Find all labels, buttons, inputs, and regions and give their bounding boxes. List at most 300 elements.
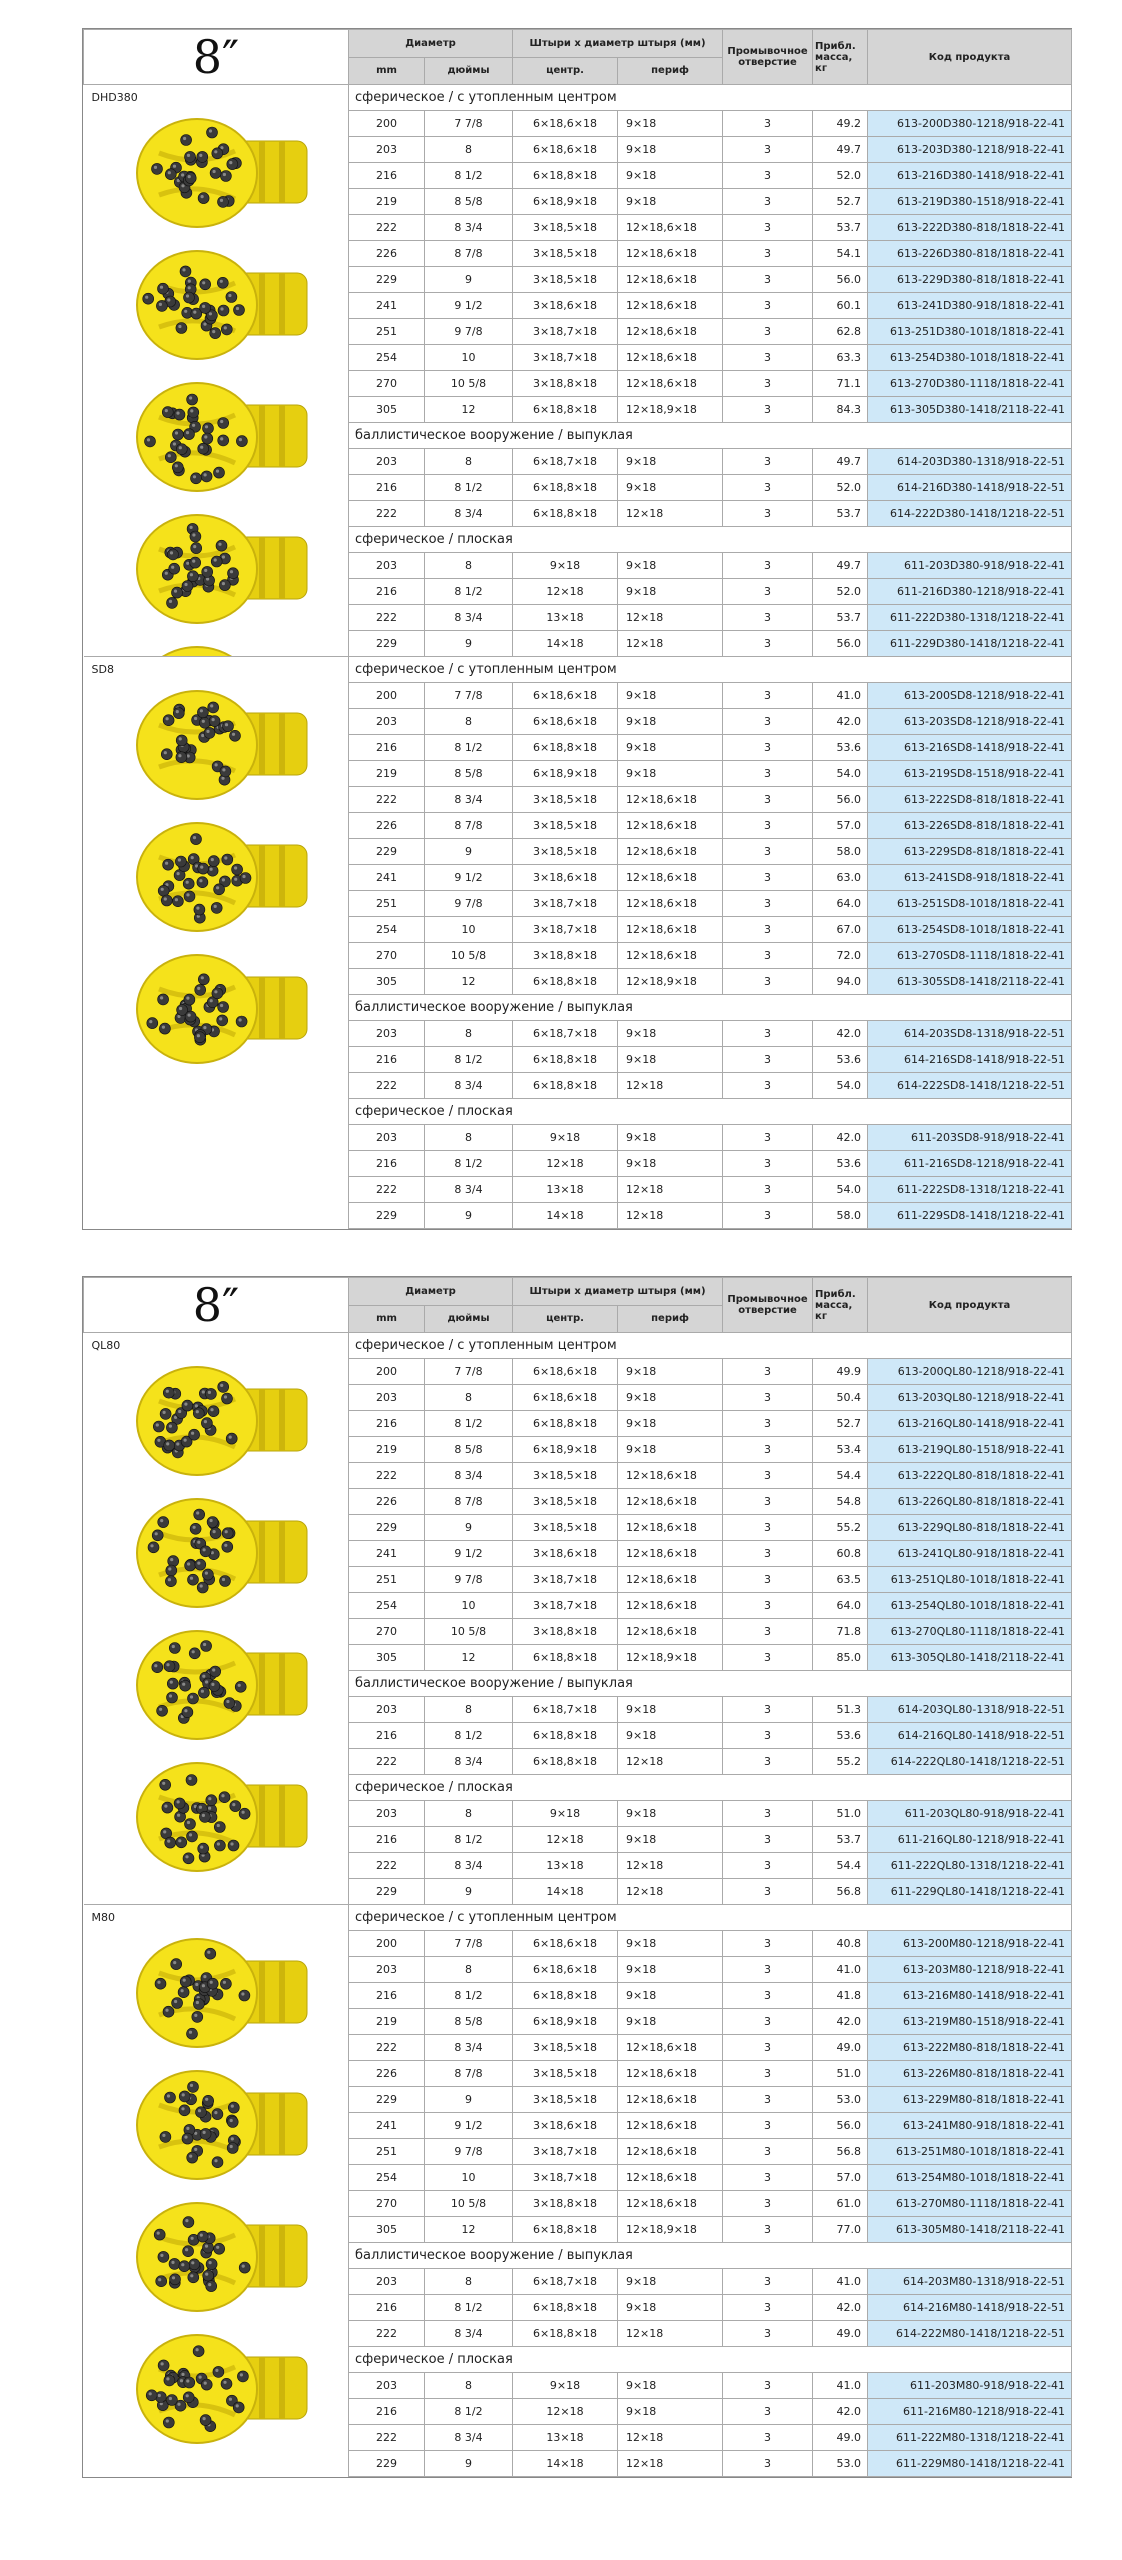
cell-inch: 8 3/4 (425, 2321, 513, 2347)
section-title: сферическое / с утопленным центром (349, 657, 1072, 683)
cell-mass: 67.0 (813, 917, 868, 943)
cell-flushing: 3 (723, 865, 813, 891)
cell-periph: 9×18 (618, 683, 723, 709)
size-title: 8″ (84, 30, 349, 85)
cell-code: 613-241SD8-918/1818-22-41 (868, 865, 1072, 891)
cell-flushing: 3 (723, 2139, 813, 2165)
cell-periph: 9×18 (618, 579, 723, 605)
cell-inch: 8 (425, 709, 513, 735)
cell-mass: 72.0 (813, 943, 868, 969)
cell-inch: 9 (425, 2087, 513, 2113)
cell-center: 9×18 (513, 553, 618, 579)
cell-periph: 12×18,6×18 (618, 1541, 723, 1567)
cell-mm: 254 (349, 2165, 425, 2191)
col-inch: дюймы (425, 1305, 513, 1333)
cell-code: 613-254SD8-1018/1818-22-41 (868, 917, 1072, 943)
cell-flushing: 3 (723, 2425, 813, 2451)
cell-center: 6×18,6×18 (513, 1957, 618, 1983)
cell-inch: 7 7/8 (425, 111, 513, 137)
cell-inch: 8 5/8 (425, 189, 513, 215)
cell-inch: 9 7/8 (425, 2139, 513, 2165)
cell-flushing: 3 (723, 449, 813, 475)
cell-periph: 12×18,6×18 (618, 917, 723, 943)
cell-inch: 8 3/4 (425, 787, 513, 813)
cell-mm: 216 (349, 163, 425, 189)
cell-center: 6×18,8×18 (513, 2321, 618, 2347)
cell-mm: 226 (349, 813, 425, 839)
cell-mass: 84.3 (813, 397, 868, 423)
cell-center: 3×18,7×18 (513, 2139, 618, 2165)
cell-center: 3×18,5×18 (513, 813, 618, 839)
cell-mm: 222 (349, 215, 425, 241)
cell-flushing: 3 (723, 371, 813, 397)
cell-mm: 229 (349, 839, 425, 865)
cell-center: 6×18,8×18 (513, 475, 618, 501)
cell-center: 9×18 (513, 1125, 618, 1151)
cell-center: 3×18,5×18 (513, 241, 618, 267)
cell-center: 3×18,8×18 (513, 2191, 618, 2217)
cell-mm: 251 (349, 2139, 425, 2165)
cell-mass: 49.2 (813, 111, 868, 137)
cell-periph: 9×18 (618, 761, 723, 787)
table-header-row (84, 30, 1072, 58)
section-title: баллистическое вооружение / выпуклая (349, 1671, 1072, 1697)
cell-mass: 52.0 (813, 163, 868, 189)
cell-inch: 9 (425, 267, 513, 293)
cell-code: 614-203SD8-1318/918-22-51 (868, 1021, 1072, 1047)
cell-periph: 9×18 (618, 1021, 723, 1047)
cell-inch: 8 (425, 2269, 513, 2295)
cell-inch: 8 (425, 1957, 513, 1983)
cell-inch: 9 7/8 (425, 319, 513, 345)
cell-center: 6×18,8×18 (513, 1749, 618, 1775)
cell-mm: 254 (349, 917, 425, 943)
cell-mm: 219 (349, 761, 425, 787)
cell-flushing: 3 (723, 1489, 813, 1515)
col-inch: дюймы (425, 57, 513, 85)
cell-code: 614-222SD8-1418/1218-22-51 (868, 1073, 1072, 1099)
cell-center: 6×18,6×18 (513, 1931, 618, 1957)
cell-mass: 49.7 (813, 137, 868, 163)
cell-mass: 42.0 (813, 709, 868, 735)
cell-center: 6×18,8×18 (513, 2217, 618, 2243)
cell-code: 613-216M80-1418/918-22-41 (868, 1983, 1072, 2009)
cell-mm: 216 (349, 2399, 425, 2425)
cell-periph: 9×18 (618, 1723, 723, 1749)
cell-mass: 56.0 (813, 787, 868, 813)
cell-flushing: 3 (723, 111, 813, 137)
cell-periph: 12×18,9×18 (618, 969, 723, 995)
cell-flushing: 3 (723, 2269, 813, 2295)
cell-code: 614-203QL80-1318/918-22-51 (868, 1697, 1072, 1723)
cell-inch: 8 7/8 (425, 241, 513, 267)
cell-flushing: 3 (723, 137, 813, 163)
cell-code: 613-226D380-818/1818-22-41 (868, 241, 1072, 267)
cell-code: 613-254M80-1018/1818-22-41 (868, 2165, 1072, 2191)
drill-bit-image (119, 949, 319, 1071)
cell-center: 3×18,8×18 (513, 371, 618, 397)
cell-flushing: 3 (723, 917, 813, 943)
cell-center: 3×18,5×18 (513, 1489, 618, 1515)
cell-code: 613-229M80-818/1818-22-41 (868, 2087, 1072, 2113)
cell-inch: 10 5/8 (425, 1619, 513, 1645)
cell-center: 6×18,9×18 (513, 761, 618, 787)
col-pins: Штыри x диаметр штыря (мм) (513, 1278, 723, 1306)
cell-inch: 9 (425, 631, 513, 657)
cell-inch: 8 3/4 (425, 2425, 513, 2451)
cell-code: 611-229SD8-1418/1218-22-41 (868, 1203, 1072, 1229)
cell-mass: 60.1 (813, 293, 868, 319)
cell-periph: 12×18 (618, 631, 723, 657)
cell-mm: 270 (349, 943, 425, 969)
cell-mass: 64.0 (813, 891, 868, 917)
section-title: сферическое / плоская (349, 527, 1072, 553)
cell-code: 613-270D380-1118/1818-22-41 (868, 371, 1072, 397)
cell-mm: 216 (349, 2295, 425, 2321)
cell-mm: 229 (349, 631, 425, 657)
cell-inch: 8 (425, 1385, 513, 1411)
cell-periph: 12×18,6×18 (618, 2165, 723, 2191)
cell-periph: 9×18 (618, 1697, 723, 1723)
cell-center: 3×18,8×18 (513, 943, 618, 969)
cell-inch: 8 1/2 (425, 1723, 513, 1749)
cell-mm: 216 (349, 579, 425, 605)
cell-flushing: 3 (723, 2087, 813, 2113)
cell-inch: 8 (425, 1801, 513, 1827)
cell-mass: 62.8 (813, 319, 868, 345)
cell-center: 6×18,6×18 (513, 1359, 618, 1385)
cell-center: 6×18,8×18 (513, 969, 618, 995)
cell-flushing: 3 (723, 1619, 813, 1645)
cell-mm: 216 (349, 1983, 425, 2009)
cell-periph: 9×18 (618, 1931, 723, 1957)
cell-periph: 12×18 (618, 2451, 723, 2477)
cell-flushing: 3 (723, 1437, 813, 1463)
spec-table (83, 29, 1072, 1229)
cell-center: 3×18,5×18 (513, 787, 618, 813)
cell-flushing: 3 (723, 2113, 813, 2139)
cell-inch: 8 1/2 (425, 1827, 513, 1853)
cell-code: 613-226M80-818/1818-22-41 (868, 2061, 1072, 2087)
cell-inch: 8 1/2 (425, 1047, 513, 1073)
cell-inch: 8 (425, 137, 513, 163)
model-cell (84, 657, 349, 1229)
cell-flushing: 3 (723, 1125, 813, 1151)
cell-code: 613-251QL80-1018/1818-22-41 (868, 1567, 1072, 1593)
cell-periph: 12×18,6×18 (618, 2061, 723, 2087)
cell-flushing: 3 (723, 1073, 813, 1099)
cell-periph: 12×18,6×18 (618, 891, 723, 917)
cell-inch: 9 1/2 (425, 1541, 513, 1567)
cell-mm: 203 (349, 1385, 425, 1411)
drill-bit-image (119, 685, 319, 807)
cell-mm: 222 (349, 1749, 425, 1775)
cell-code: 611-216SD8-1218/918-22-41 (868, 1151, 1072, 1177)
cell-mm: 216 (349, 1827, 425, 1853)
drill-bit-image (119, 641, 319, 657)
cell-code: 611-222SD8-1318/1218-22-41 (868, 1177, 1072, 1203)
cell-periph: 9×18 (618, 449, 723, 475)
cell-mm: 219 (349, 1437, 425, 1463)
col-mm: mm (349, 1305, 425, 1333)
section-row (84, 1333, 1072, 1359)
cell-flushing: 3 (723, 215, 813, 241)
cell-periph: 12×18,6×18 (618, 2087, 723, 2113)
cell-mm: 203 (349, 137, 425, 163)
cell-mm: 270 (349, 2191, 425, 2217)
col-code: Код продукта (868, 1278, 1072, 1333)
cell-center: 3×18,6×18 (513, 865, 618, 891)
cell-inch: 8 (425, 1697, 513, 1723)
model-label: SD8 (91, 663, 114, 676)
cell-periph: 12×18,6×18 (618, 1619, 723, 1645)
cell-center: 6×18,9×18 (513, 2009, 618, 2035)
section-title: баллистическое вооружение / выпуклая (349, 423, 1072, 449)
cell-flushing: 3 (723, 1541, 813, 1567)
cell-center: 3×18,7×18 (513, 1567, 618, 1593)
cell-center: 3×18,5×18 (513, 2087, 618, 2113)
cell-flushing: 3 (723, 267, 813, 293)
cell-flushing: 3 (723, 2009, 813, 2035)
cell-mass: 49.0 (813, 2425, 868, 2451)
cell-mass: 58.0 (813, 1203, 868, 1229)
cell-flushing: 3 (723, 1853, 813, 1879)
cell-periph: 9×18 (618, 1385, 723, 1411)
cell-inch: 8 1/2 (425, 735, 513, 761)
drill-bit-image (119, 817, 319, 939)
cell-mm: 216 (349, 1723, 425, 1749)
bit-images (119, 1361, 349, 1889)
cell-center: 3×18,7×18 (513, 891, 618, 917)
cell-periph: 9×18 (618, 1359, 723, 1385)
cell-mm: 254 (349, 345, 425, 371)
cell-flushing: 3 (723, 2399, 813, 2425)
cell-mass: 56.0 (813, 267, 868, 293)
cell-center: 6×18,8×18 (513, 1723, 618, 1749)
cell-code: 613-226QL80-818/1818-22-41 (868, 1489, 1072, 1515)
cell-code: 613-229QL80-818/1818-22-41 (868, 1515, 1072, 1541)
cell-code: 611-229M80-1418/1218-22-41 (868, 2451, 1072, 2477)
cell-inch: 8 5/8 (425, 1437, 513, 1463)
cell-mm: 270 (349, 1619, 425, 1645)
bit-images (119, 1933, 349, 2461)
cell-flushing: 3 (723, 1827, 813, 1853)
cell-code: 611-203SD8-918/918-22-41 (868, 1125, 1072, 1151)
cell-mass: 55.2 (813, 1749, 868, 1775)
cell-periph: 12×18,6×18 (618, 943, 723, 969)
cell-mass: 57.0 (813, 2165, 868, 2191)
cell-mm: 254 (349, 1593, 425, 1619)
cell-periph: 9×18 (618, 553, 723, 579)
cell-center: 6×18,7×18 (513, 1697, 618, 1723)
cell-center: 3×18,7×18 (513, 917, 618, 943)
cell-periph: 9×18 (618, 1047, 723, 1073)
cell-code: 611-229D380-1418/1218-22-41 (868, 631, 1072, 657)
col-mass: Прибл. масса, кг (813, 30, 868, 85)
cell-mm: 226 (349, 2061, 425, 2087)
cell-mm: 222 (349, 2321, 425, 2347)
cell-mm: 305 (349, 397, 425, 423)
cell-center: 9×18 (513, 2373, 618, 2399)
cell-mass: 54.8 (813, 1489, 868, 1515)
cell-flushing: 3 (723, 631, 813, 657)
cell-inch: 8 5/8 (425, 761, 513, 787)
cell-periph: 12×18,6×18 (618, 1463, 723, 1489)
cell-center: 6×18,6×18 (513, 683, 618, 709)
cell-flushing: 3 (723, 709, 813, 735)
cell-code: 614-216QL80-1418/918-22-51 (868, 1723, 1072, 1749)
cell-code: 613-226SD8-818/1818-22-41 (868, 813, 1072, 839)
cell-inch: 9 7/8 (425, 1567, 513, 1593)
cell-center: 6×18,8×18 (513, 2295, 618, 2321)
cell-mm: 305 (349, 969, 425, 995)
cell-mm: 203 (349, 2373, 425, 2399)
cell-inch: 8 3/4 (425, 215, 513, 241)
cell-mm: 251 (349, 1567, 425, 1593)
cell-mass: 50.4 (813, 1385, 868, 1411)
cell-inch: 9 7/8 (425, 891, 513, 917)
col-diameter: Диаметр (349, 1278, 513, 1306)
cell-periph: 12×18,6×18 (618, 839, 723, 865)
cell-center: 3×18,6×18 (513, 2113, 618, 2139)
cell-center: 3×18,7×18 (513, 345, 618, 371)
cell-flushing: 3 (723, 579, 813, 605)
model-label: M80 (91, 1911, 115, 1924)
table-header-row (84, 1278, 1072, 1306)
cell-mm: 222 (349, 501, 425, 527)
cell-mm: 203 (349, 709, 425, 735)
cell-periph: 12×18,6×18 (618, 371, 723, 397)
drill-bit-image (119, 245, 319, 367)
cell-mm: 226 (349, 1489, 425, 1515)
cell-flushing: 3 (723, 2191, 813, 2217)
col-code: Код продукта (868, 30, 1072, 85)
cell-inch: 7 7/8 (425, 683, 513, 709)
cell-center: 3×18,5×18 (513, 2061, 618, 2087)
cell-inch: 12 (425, 1645, 513, 1671)
cell-mm: 219 (349, 189, 425, 215)
cell-code: 613-254D380-1018/1818-22-41 (868, 345, 1072, 371)
cell-periph: 12×18,6×18 (618, 1567, 723, 1593)
cell-mass: 71.8 (813, 1619, 868, 1645)
cell-mm: 203 (349, 449, 425, 475)
cell-center: 6×18,8×18 (513, 163, 618, 189)
cell-mm: 222 (349, 1177, 425, 1203)
cell-mm: 203 (349, 1125, 425, 1151)
cell-mass: 49.7 (813, 449, 868, 475)
cell-inch: 8 1/2 (425, 579, 513, 605)
cell-flushing: 3 (723, 2035, 813, 2061)
cell-code: 611-222M80-1318/1218-22-41 (868, 2425, 1072, 2451)
cell-center: 6×18,8×18 (513, 1411, 618, 1437)
cell-center: 6×18,8×18 (513, 1645, 618, 1671)
cell-center: 3×18,5×18 (513, 1515, 618, 1541)
cell-mm: 200 (349, 1931, 425, 1957)
cell-center: 6×18,6×18 (513, 111, 618, 137)
section-row (84, 1905, 1072, 1931)
cell-mass: 52.0 (813, 579, 868, 605)
cell-mm: 222 (349, 1853, 425, 1879)
cell-inch: 7 7/8 (425, 1931, 513, 1957)
cell-inch: 8 1/2 (425, 1151, 513, 1177)
cell-flushing: 3 (723, 1151, 813, 1177)
cell-mm: 222 (349, 1463, 425, 1489)
cell-inch: 10 5/8 (425, 371, 513, 397)
cell-flushing: 3 (723, 813, 813, 839)
cell-code: 613-222SD8-818/1818-22-41 (868, 787, 1072, 813)
cell-inch: 8 7/8 (425, 1489, 513, 1515)
cell-inch: 10 5/8 (425, 2191, 513, 2217)
cell-periph: 9×18 (618, 1801, 723, 1827)
cell-inch: 12 (425, 2217, 513, 2243)
cell-mass: 41.0 (813, 683, 868, 709)
cell-flushing: 3 (723, 1645, 813, 1671)
col-flushing: Промывочное отверстие (723, 1278, 813, 1333)
cell-mm: 229 (349, 2087, 425, 2113)
cell-periph: 12×18 (618, 1749, 723, 1775)
cell-center: 13×18 (513, 605, 618, 631)
cell-code: 613-305SD8-1418/2118-22-41 (868, 969, 1072, 995)
cell-code: 611-203QL80-918/918-22-41 (868, 1801, 1072, 1827)
cell-periph: 9×18 (618, 163, 723, 189)
cell-mass: 42.0 (813, 1021, 868, 1047)
cell-center: 3×18,5×18 (513, 2035, 618, 2061)
cell-inch: 8 1/2 (425, 475, 513, 501)
cell-inch: 9 (425, 1203, 513, 1229)
cell-code: 613-203QL80-1218/918-22-41 (868, 1385, 1072, 1411)
cell-mass: 52.7 (813, 1411, 868, 1437)
cell-mass: 54.4 (813, 1463, 868, 1489)
cell-flushing: 3 (723, 2217, 813, 2243)
cell-inch: 9 1/2 (425, 2113, 513, 2139)
cell-center: 6×18,6×18 (513, 1385, 618, 1411)
cell-inch: 9 (425, 1515, 513, 1541)
cell-code: 614-222D380-1418/1218-22-51 (868, 501, 1072, 527)
cell-center: 6×18,7×18 (513, 449, 618, 475)
cell-periph: 12×18 (618, 2321, 723, 2347)
cell-flushing: 3 (723, 1021, 813, 1047)
cell-periph: 12×18,6×18 (618, 241, 723, 267)
cell-mass: 53.6 (813, 735, 868, 761)
spec-table (83, 1277, 1072, 2477)
cell-periph: 9×18 (618, 2295, 723, 2321)
cell-center: 3×18,5×18 (513, 839, 618, 865)
cell-inch: 8 3/4 (425, 1073, 513, 1099)
cell-flushing: 3 (723, 475, 813, 501)
cell-mass: 56.8 (813, 2139, 868, 2165)
cell-mm: 270 (349, 371, 425, 397)
cell-mm: 216 (349, 1047, 425, 1073)
cell-mm: 305 (349, 1645, 425, 1671)
cell-inch: 8 3/4 (425, 605, 513, 631)
model-label: QL80 (91, 1339, 121, 1352)
cell-center: 6×18,6×18 (513, 709, 618, 735)
cell-center: 12×18 (513, 1151, 618, 1177)
cell-mm: 226 (349, 241, 425, 267)
cell-flushing: 3 (723, 683, 813, 709)
cell-periph: 12×18 (618, 1073, 723, 1099)
cell-inch: 9 (425, 2451, 513, 2477)
cell-code: 614-222M80-1418/1218-22-51 (868, 2321, 1072, 2347)
cell-mass: 42.0 (813, 2009, 868, 2035)
cell-periph: 12×18 (618, 1177, 723, 1203)
cell-mass: 57.0 (813, 813, 868, 839)
cell-periph: 12×18,6×18 (618, 787, 723, 813)
cell-inch: 8 (425, 449, 513, 475)
drill-bit-image (119, 2197, 319, 2319)
cell-flushing: 3 (723, 1801, 813, 1827)
cell-mm: 216 (349, 1151, 425, 1177)
